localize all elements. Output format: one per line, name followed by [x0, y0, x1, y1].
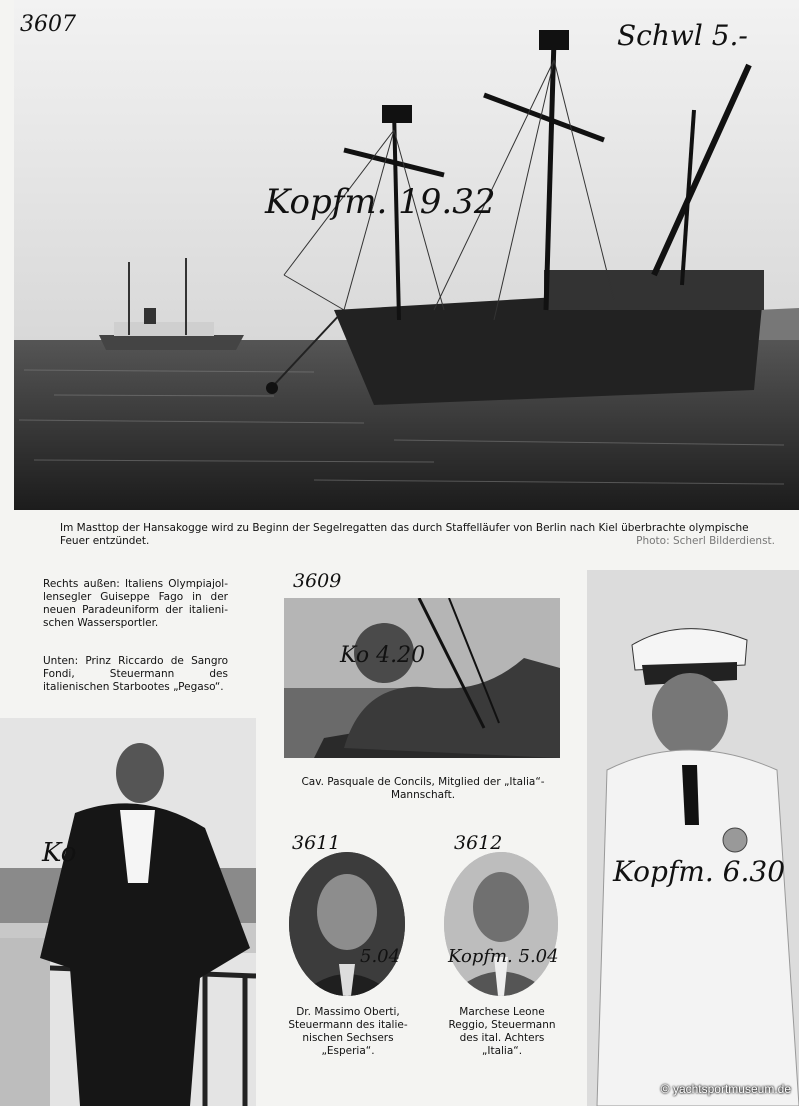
oberti-portrait-image: [289, 852, 405, 996]
caption-reggio: Marchese Leone Reggio, Steuermann des ital. Achters „Italia“.: [448, 1006, 556, 1057]
reggio-portrait-photo: [444, 852, 558, 996]
caption-concils: Cav. Pasquale de Concils, Mitglied der „Italia“-Mannschaft.: [301, 776, 545, 801]
photo-number-3609: 3609: [293, 570, 342, 592]
photo-number-3607: 3607: [20, 12, 76, 37]
sailor-concils-image: [284, 598, 560, 758]
fago-uniform-image: [587, 570, 799, 1106]
caption-fago: Rechts außen: Italiens Olympiajol-lensegler Guiseppe Fago in der neuen Paradeuniform der italieni-schen Wassersportler.: [43, 578, 228, 629]
price-note-concils: Ko 4.20: [340, 643, 426, 668]
fago-uniform-photo: [587, 570, 799, 1106]
caption-oberti: Dr. Massimo Oberti, Steuermann des italie-nischen Sechsers „Esperia“.: [288, 1006, 408, 1057]
watermark: © yachtsportmuseum.de: [660, 1082, 791, 1096]
oberti-portrait-photo: [289, 852, 405, 996]
sailor-concils-photo: [284, 598, 560, 758]
main-caption: [60, 522, 775, 548]
price-note-sangro: Ko: [42, 838, 77, 868]
sangro-tuxedo-photo: [0, 718, 256, 1106]
main-caption-line-1: Im Masttop der Hansakogge wird zu Beginn der Segelregatten das durch Staffelläufer von Berlin nach Kiel überbrachte olympische: [60, 522, 749, 534]
sangro-tuxedo-image: [0, 718, 256, 1106]
price-note-top-right: Schwl 5.-: [617, 19, 748, 52]
price-note-reggio: Kopfm. 5.04: [448, 946, 559, 967]
price-note-oberti: 5.04: [360, 946, 401, 967]
price-note-ship: Kopfm. 19.32: [265, 182, 496, 222]
price-note-fago: Kopfm. 6.30: [613, 855, 786, 888]
ship-photo: [14, 0, 799, 510]
ship-photo-image: [14, 0, 799, 510]
main-caption-line-2: Feuer entzündet.: [60, 535, 150, 547]
photo-number-3612: 3612: [454, 832, 503, 854]
reggio-portrait-image: [444, 852, 558, 996]
photo-number-3611: 3611: [292, 832, 341, 854]
caption-sangro: Unten: Prinz Riccardo de Sangro Fondi, Steuermann des italienischen Starbootes „Pegaso“.: [43, 655, 228, 693]
photo-credit: Photo: Scherl Bilderdienst.: [636, 535, 775, 547]
